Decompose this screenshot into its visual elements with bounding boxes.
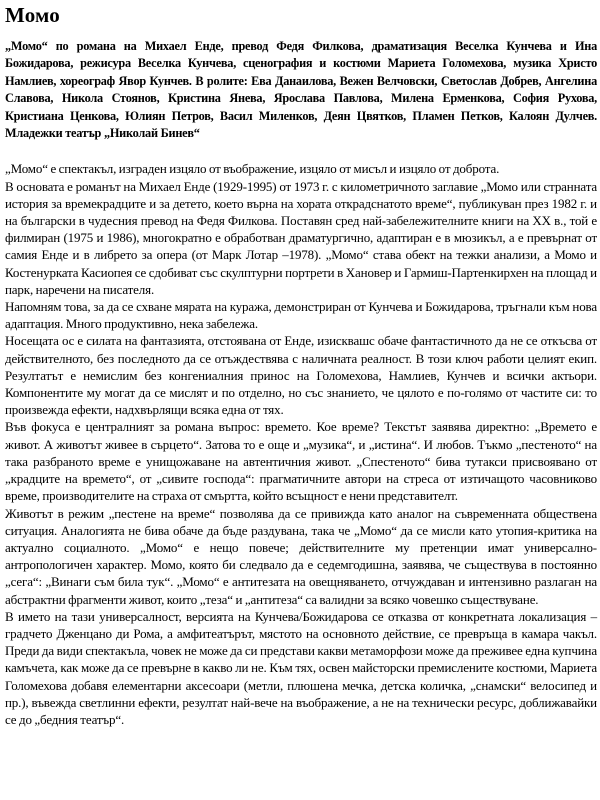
paragraph-6: Животът в режим „пестене на време“ позволява да се привижда като аналог на съвременната обществена ситуация. Аналогията не бива обаче да бъде раздувана, така че „Момо“ да се мисли като утопия-критика на актуално социалното. „Момо“ е нещо повече; действителните му претенции имат универсално-антропологичен характер. Момо, която би следвало да е седемгодишна, заявява, че съществува в постоянно „сега“: „Винаги съм била тук“. „Момо“ е антитезата на овещняването, отчуждаван и интензивно разлаган на абстрактни фрагменти живот, които „теза“ и „антитеза“ са валидни за всяко човешко съществуване. — [5, 505, 597, 607]
paragraph-3: Напомням това, за да се схване мярата на куража, демонстриран от Кунчева и Божидарова, тръгнали към нова адаптация. Много продуктивно, нека забележа. — [5, 299, 597, 332]
article-title: Момо — [5, 3, 60, 27]
paragraph-5: Във фокуса е централният за романа въпрос: времето. Кое време? Текстът заявява директно: „Времето е живот. А животът живее в сърцето“. Затова то е още и „музика“, и „истина“. И любов. Тъкмо „пестеното“ на така разбраното време е унищожаване на автентичния живот. „Спестеното“ бива тутакси присвоявано от „крадците на времето“, от „сивите господа“: прагматичните автори на стреса от изтичащото часовниково време, производителите на страха от смъртта, който всъщност е нени представителт. — [5, 419, 597, 504]
paragraph-2: В основата е романът на Михаел Енде (1929-1995) от 1973 г. с километричното заглавие „Момо или странната история за времекрадците и за детето, което върна на хората открадснатото време“, публикуван през 1982 г. и на български в чудесния превод на Федя Филкова. Поставян сред най-забележителните книги на XX в., той е филмиран (1975 и 1986), многократно е обработван драматургично, адаптиран е в мюзикъл, а е превърнат от самия Енде и в либрето за опера (от Марк Лотар –1978). „Момо“ става обект на тежки анализи, а Момо и Костенурката Касиопея се сдобиват със скулптурни портрети в Хановер и Гармиш-Партенкирхен на площад и парк, наречени на писателя. — [5, 178, 597, 297]
paragraph-1: „Момо“ е спектакъл, изграден изцяло от въображение, изцяло от мисъл и изцяло от доброта. — [5, 161, 500, 177]
paragraph-4: Носещата ос е силата на фантазията, отстоявана от Енде, изисквашс обаче фантастичното да не се откъсва от действителното, без последното да се отъждествява с наличната реалност. В този ключ работи целият екип. Резултатът е немислим без конгениалния принос на Голомехова, Намлиев, Кунчев и всички актьори. Компонентите му могат да се мислят и по отделно, но със знанието, че цялото е по-голямо от частите си: то произвежда ефекти, надхвърлящи всяка една от тях. — [5, 333, 597, 418]
paragraph-7: В името на тази универсалност, версията на Кунчева/Божидарова се отказва от конкретната локализация – градчето Дженцано ди Рома, а амфитеатърът, мястото на основното действие, се превръща в камара чакъл. Преди да види спектакъла, човек не може да си представи какви метаморфози може да преживее една купчина камъчета, как може да се превърне в какво ли не. Към тях, освен майсторски премислените костюми, Мариета Голомехова добавя елементарни аксесоари (метли, плюшена мечка, детска количка, „снамски“ велосипед и пр.), въвежда светлинни ефекти, резултат най-вече на въображение, а не на технически ресурс, доближавайки се до „бедния театър“. — [5, 608, 597, 727]
article-body — [5, 160, 597, 728]
article — [5, 0, 597, 728]
production-credits: „Момо“ по романа на Михаел Енде, превод Федя Филкова, драматизация Веселка Кунчева и Ина Божидарова, режисура Веселка Кунчева, сценография и костюми Мариета Голомехова, музика Христо Намлиев, хореограф Явор Кунчев. В ролите: Ева Данаилова, Вежен Велчовски, Светослав Добрев, Ангелина Славова, Никола Стоянов, Кристина Янева, Ярослава Павлова, Милена Ерменкова, София Рухова, Кристиана Ценкова, Юлиян Петров, Васил Миленков, Деян Цвятков, Пламен Петков, Калоян Дулчев. Младежки театър „Николай Бинев“ — [5, 39, 597, 141]
